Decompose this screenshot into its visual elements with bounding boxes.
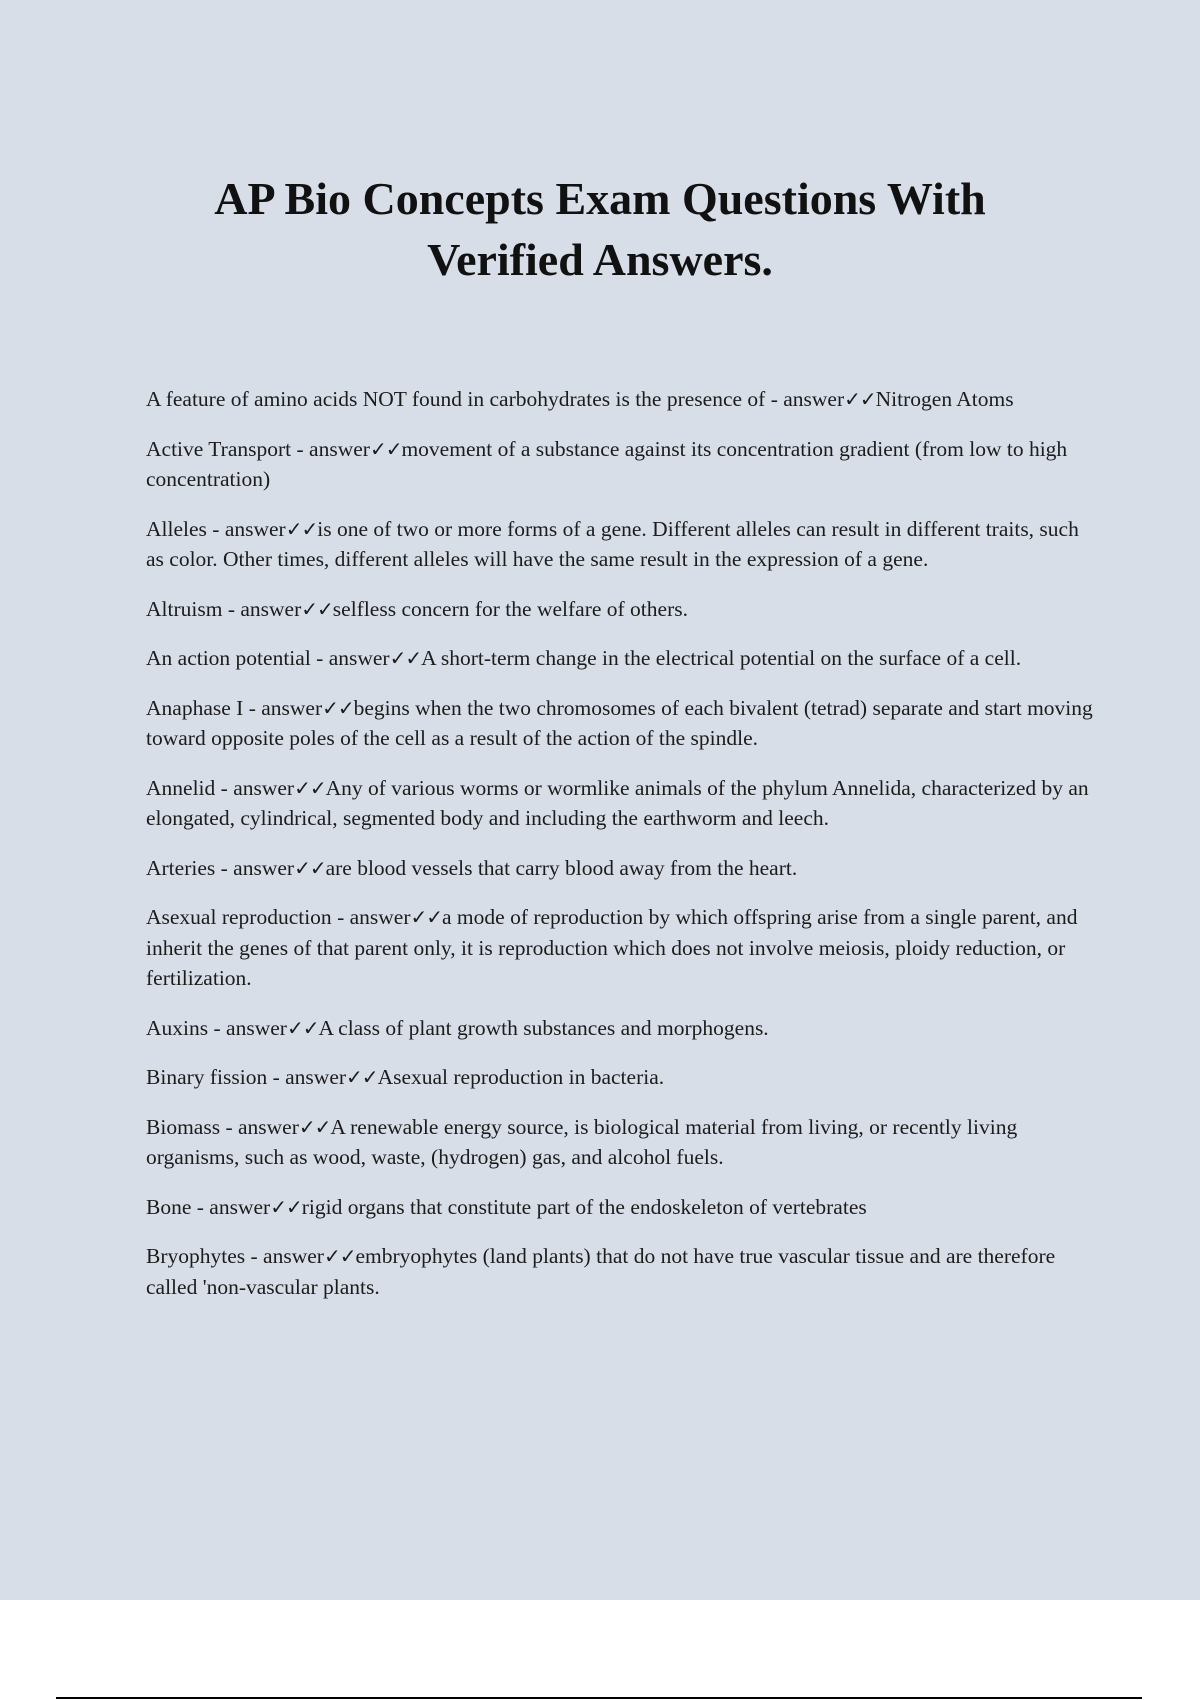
qa-answer: Nitrogen Atoms <box>875 387 1014 411</box>
qa-term: Altruism <box>146 596 223 621</box>
double-check-icon: ✓✓ <box>294 855 326 880</box>
qa-term: Active Transport <box>146 436 292 461</box>
double-check-icon: ✓✓ <box>322 695 354 720</box>
document-title-line-1: AP Bio Concepts Exam Questions With <box>214 173 986 224</box>
qa-item <box>146 434 1096 495</box>
qa-term: Arteries <box>146 855 216 880</box>
qa-item <box>146 643 1096 674</box>
document-title-line-2: Verified Answers. <box>427 234 773 285</box>
qa-answer: Any of various worms or wormlike animals of the phylum Annelida, characterized by an elongated, cylindrical, segmented body and including the earthworm and leech. <box>146 775 1089 830</box>
answer-prefix: - answer <box>220 1114 299 1139</box>
qa-answer: embryophytes (land plants) that do not have true vascular tissue and are therefore called 'non-vascular plants. <box>146 1244 1056 1299</box>
double-check-icon: ✓✓ <box>286 1015 319 1040</box>
qa-term: Asexual reproduction <box>146 905 332 929</box>
double-check-icon: ✓✓ <box>410 905 443 929</box>
qa-item <box>146 514 1096 575</box>
qa-term: Binary fission <box>146 1065 268 1089</box>
qa-answer: rigid organs that constitute part of the endoskeleton of vertebrates <box>301 1194 867 1219</box>
qa-term: Bone <box>146 1194 192 1219</box>
qa-term: Biomass <box>146 1114 221 1139</box>
qa-item <box>146 853 1096 884</box>
double-check-icon: ✓✓ <box>270 1194 302 1219</box>
answer-prefix: - answer <box>222 596 302 621</box>
qa-item <box>146 1062 1096 1093</box>
qa-answer: A short-term change in the electrical potential on the surface of a cell. <box>421 646 1022 670</box>
answer-prefix: - answer <box>215 855 295 880</box>
answer-prefix: - answer <box>215 775 295 800</box>
qa-answer: A renewable energy source, is biological material from living, or recently living organisms, such as wood, waste, (hydrogen) gas, and alcohol fuels. <box>146 1114 1018 1169</box>
double-check-icon: ✓✓ <box>389 646 422 670</box>
double-check-icon: ✓✓ <box>301 596 333 621</box>
answer-prefix: - answer <box>243 695 323 720</box>
question-answer-list <box>146 384 1096 1321</box>
answer-prefix: - answer <box>206 516 286 541</box>
answer-prefix: - answer <box>208 1015 287 1040</box>
qa-item <box>146 384 1096 415</box>
qa-item <box>146 773 1096 834</box>
qa-term: Anaphase I <box>146 695 244 720</box>
answer-prefix: - answer <box>267 1065 347 1089</box>
qa-answer: a mode of reproduction by which offspring arise from a single parent, and inherit the genes of that parent only, it is reproduction which does not involve meiosis, ploidy reduction, or fertilization. <box>146 905 1078 990</box>
answer-prefix: - answer <box>765 387 845 411</box>
qa-term: Annelid <box>146 775 216 800</box>
qa-item <box>146 693 1096 754</box>
double-check-icon: ✓✓ <box>369 436 402 461</box>
answer-prefix: - answer <box>245 1244 324 1268</box>
double-check-icon: ✓✓ <box>844 387 876 411</box>
answer-prefix: - answer <box>191 1194 271 1219</box>
double-check-icon: ✓✓ <box>346 1065 378 1089</box>
qa-answer: is one of two or more forms of a gene. Different alleles can result in different traits, such as color. Other times, different alleles will have the same result in the expression of a gene. <box>146 516 1079 571</box>
answer-prefix: - answer <box>291 436 370 461</box>
qa-term: A feature of amino acids NOT found in carbohydrates is the presence of <box>146 387 766 411</box>
qa-answer: movement of a substance against its concentration gradient (from low to high concentration) <box>146 436 1068 491</box>
qa-term: Auxins <box>146 1015 209 1040</box>
answer-prefix: - answer <box>331 905 411 929</box>
footer-divider <box>56 1697 1142 1699</box>
qa-item <box>146 902 1096 994</box>
answer-prefix: - answer <box>310 646 390 670</box>
qa-answer: A class of plant growth substances and morphogens. <box>318 1015 769 1040</box>
double-check-icon: ✓✓ <box>285 516 318 541</box>
qa-item <box>146 1241 1096 1302</box>
qa-item <box>146 1013 1096 1044</box>
double-check-icon: ✓✓ <box>323 1244 356 1268</box>
qa-answer: Asexual reproduction in bacteria. <box>377 1065 665 1089</box>
qa-item <box>146 594 1096 625</box>
qa-term: Bryophytes <box>146 1244 246 1268</box>
double-check-icon: ✓✓ <box>294 775 326 800</box>
qa-answer: selfless concern for the welfare of others. <box>332 596 688 621</box>
qa-term: Alleles <box>146 516 207 541</box>
double-check-icon: ✓✓ <box>298 1114 331 1139</box>
qa-item <box>146 1112 1096 1173</box>
qa-item <box>146 1192 1096 1223</box>
qa-answer: begins when the two chromosomes of each bivalent (tetrad) separate and start moving toward opposite poles of the cell as a result of the action of the spindle. <box>146 695 1093 750</box>
qa-answer: are blood vessels that carry blood away from the heart. <box>325 855 798 880</box>
qa-term: An action potential <box>146 646 311 670</box>
document-title <box>0 168 1200 290</box>
